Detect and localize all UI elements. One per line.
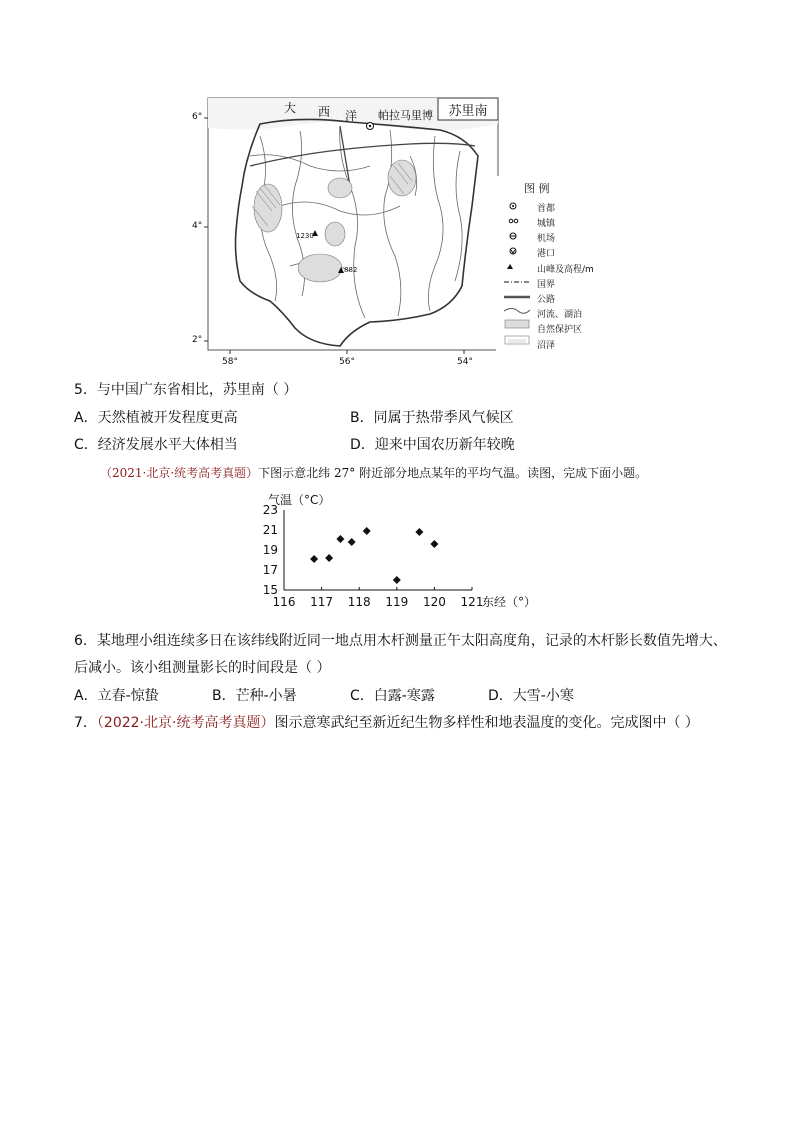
temperature-chart xyxy=(250,490,550,610)
legend-item-swamp: 沼泽 xyxy=(537,341,556,351)
data-point xyxy=(363,527,371,535)
legend-item-road: 公路 xyxy=(537,295,556,305)
x-tick-label: 118 xyxy=(347,595,371,609)
data-point xyxy=(415,528,423,536)
lat-tick-6: 6° xyxy=(192,112,203,122)
legend-item-airport: 机场 xyxy=(537,234,556,244)
data-point xyxy=(325,554,333,562)
question-6-option-b[interactable]: B．芒种-小暑 xyxy=(212,688,297,704)
question-6-stem-line1: 6．某地理小组连续多日在该纬线附近同一地点用木杆测量正午太阳高度角，记录的木杆影长数值先增大、 xyxy=(74,633,727,649)
source-tag: （2022·北京·统考高考真题） xyxy=(96,715,275,731)
lat-tick-2: 2° xyxy=(192,335,203,345)
lat-tick-4: 4° xyxy=(192,221,203,231)
data-point xyxy=(430,540,438,548)
y-tick-label: 23 xyxy=(262,503,278,517)
data-point xyxy=(336,535,344,543)
ocean-label-3: 洋 xyxy=(345,109,358,123)
x-tick-label: 121 xyxy=(460,595,484,609)
source-tag: （2021·北京·统考高考真题） xyxy=(100,466,259,480)
question-6-stem-line2: 后减小。该小组测量影长的时间段是（ ） xyxy=(74,660,331,676)
data-point xyxy=(393,576,401,584)
peak-label-1230: 1230 xyxy=(296,232,314,240)
y-tick-label: 21 xyxy=(262,523,278,537)
x-tick-label: 116 xyxy=(272,595,296,609)
question-6-option-a[interactable]: A．立春-惊蛰 xyxy=(74,688,159,704)
peak-label-882: 882 xyxy=(344,266,358,274)
lon-tick-56: 56° xyxy=(339,357,355,367)
question-5-option-a[interactable]: A．天然植被开发程度更高 xyxy=(74,410,238,426)
legend-item-reserve: 自然保护区 xyxy=(537,325,583,335)
legend-title: 图 例 xyxy=(524,182,550,195)
question-number: 5． xyxy=(74,382,97,398)
question-6-option-c[interactable]: C．白露-寒露 xyxy=(350,688,435,704)
y-axis-label: 气温（°C） xyxy=(268,493,331,507)
x-tick-label: 119 xyxy=(385,595,409,609)
question-number: 6． xyxy=(74,633,97,649)
data-point xyxy=(348,538,356,546)
question-number: 7． xyxy=(74,715,97,731)
legend-item-town: 城镇 xyxy=(537,219,556,229)
question-5-option-b[interactable]: B．同属于热带季风气候区 xyxy=(350,410,514,426)
ocean-label-2: 西 xyxy=(318,105,331,119)
lon-tick-54: 54° xyxy=(457,357,473,367)
legend-item-capital: 首都 xyxy=(537,204,556,214)
x-tick-label: 120 xyxy=(422,595,446,609)
temperature-scatter-plot xyxy=(250,490,550,610)
y-tick-label: 17 xyxy=(262,563,278,577)
question-6-intro: （2021·北京·统考高考真题）下图示意北纬 27° 附近部分地点某年的平均气温。读图，完成下面小题。 xyxy=(100,466,648,480)
question-7-stem: 7．（2022·北京·统考高考真题）图示意寒武纪至新近纪生物多样性和地表温度的变化。完成图中（ ） xyxy=(74,715,699,731)
lon-tick-58: 58° xyxy=(222,357,238,367)
legend-item-border: 国界 xyxy=(537,280,556,290)
question-5-stem: 5．与中国广东省相比，苏里南（ ） xyxy=(74,382,298,398)
y-tick-label: 19 xyxy=(262,543,278,557)
legend-item-river: 河流、湖泊 xyxy=(537,310,583,320)
legend-item-peak: 山峰及高程/m xyxy=(537,265,594,275)
question-5-option-d[interactable]: D．迎来中国农历新年较晚 xyxy=(350,437,515,453)
x-axis-label: 东经（°） xyxy=(482,595,537,609)
capital-label: 帕拉马里博 xyxy=(378,109,433,122)
data-point xyxy=(310,555,318,563)
ocean-label-1: 大 xyxy=(284,101,297,115)
x-tick-label: 117 xyxy=(310,595,334,609)
question-5-option-c[interactable]: C．经济发展水平大体相当 xyxy=(74,437,238,453)
question-6-option-d[interactable]: D．大雪-小寒 xyxy=(488,688,574,704)
map-title: 苏里南 xyxy=(448,104,488,119)
legend-item-port: 港口 xyxy=(537,249,556,259)
y-tick-label: 15 xyxy=(262,583,278,597)
